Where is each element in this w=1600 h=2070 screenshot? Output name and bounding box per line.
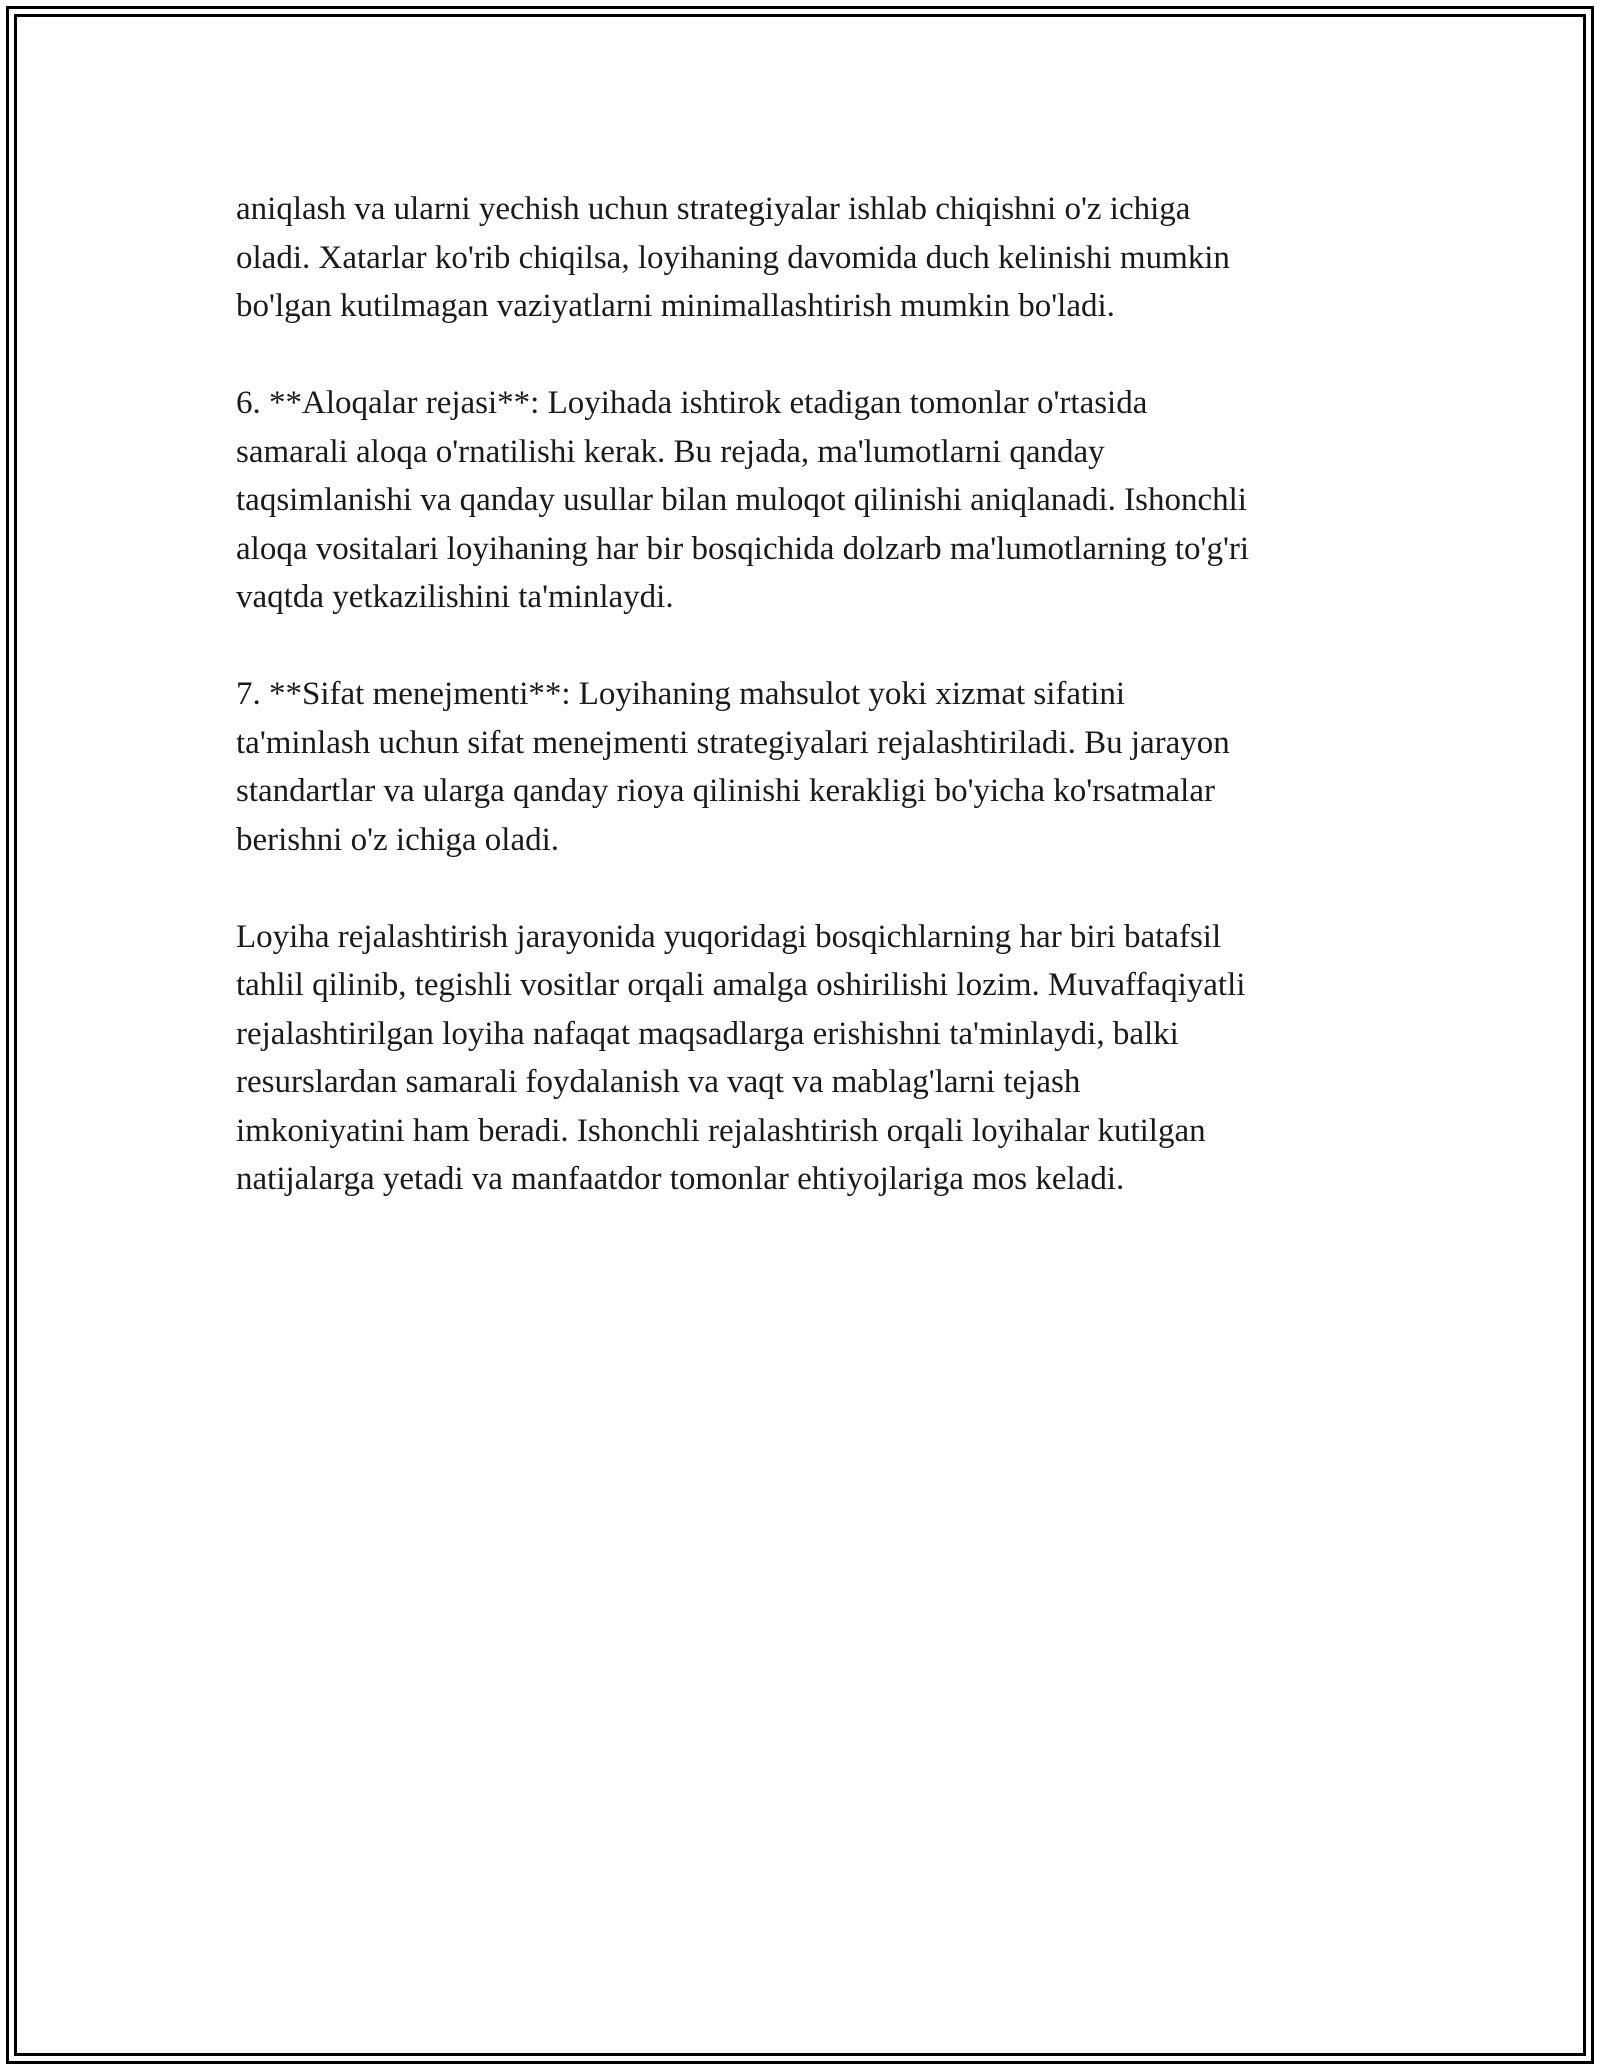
paragraph-quality-management: 7. **Sifat menejmenti**: Loyihaning mahsulot yoki xizmat sifatini ta'minlash uchun sifat menejmenti strategiyalari rejalashtiriladi. Bu jarayon standartlar va ularga qanday rioya qilinishi kerakligi bo'yicha ko'rsatmalar berishni o'z ichiga oladi.	[236, 676, 1230, 858]
document-body	[236, 185, 1366, 1252]
paragraph-conclusion: Loyiha rejalashtirish jarayonida yuqoridagi bosqichlarning har biri batafsil tahlil qilinib, tegishli vositlar orqali amalga oshirilishi lozim. Muvaffaqiyatli rejalashtirilgan loyiha nafaqat maqsadlarga erishishni ta'minlaydi, balki resurslardan samarali foydalanish va vaqt va mablag'larni tejash imkoniyatini ham beradi. Ishonchli rejalashtirish orqali loyihalar kutilgan natijalarga yetadi va manfaatdor tomonlar ehtiyojlariga mos keladi.	[236, 918, 1246, 1197]
paragraph-risk-continuation: aniqlash va ularni yechish uchun strategiyalar ishlab chiqishni o'z ichiga oladi. Xatarlar ko'rib chiqilsa, loyihaning davomida duch kelinishi mumkin bo'lgan kutilmagan vaziyatlarni minimallashtirish mumkin bo'ladi.	[236, 191, 1230, 324]
paragraph-communication-plan: 6. **Aloqalar rejasi**: Loyihada ishtirok etadigan tomonlar o'rtasida samarali aloqa o'rnatilishi kerak. Bu rejada, ma'lumotlarni qanday taqsimlanishi va qanday usullar bilan muloqot qilinishi aniqlanadi. Ishonchli aloqa vositalari loyihaning har bir bosqichida dolzarb ma'lumotlarning to'g'ri vaqtda yetkazilishini ta'minlaydi.	[236, 385, 1250, 615]
